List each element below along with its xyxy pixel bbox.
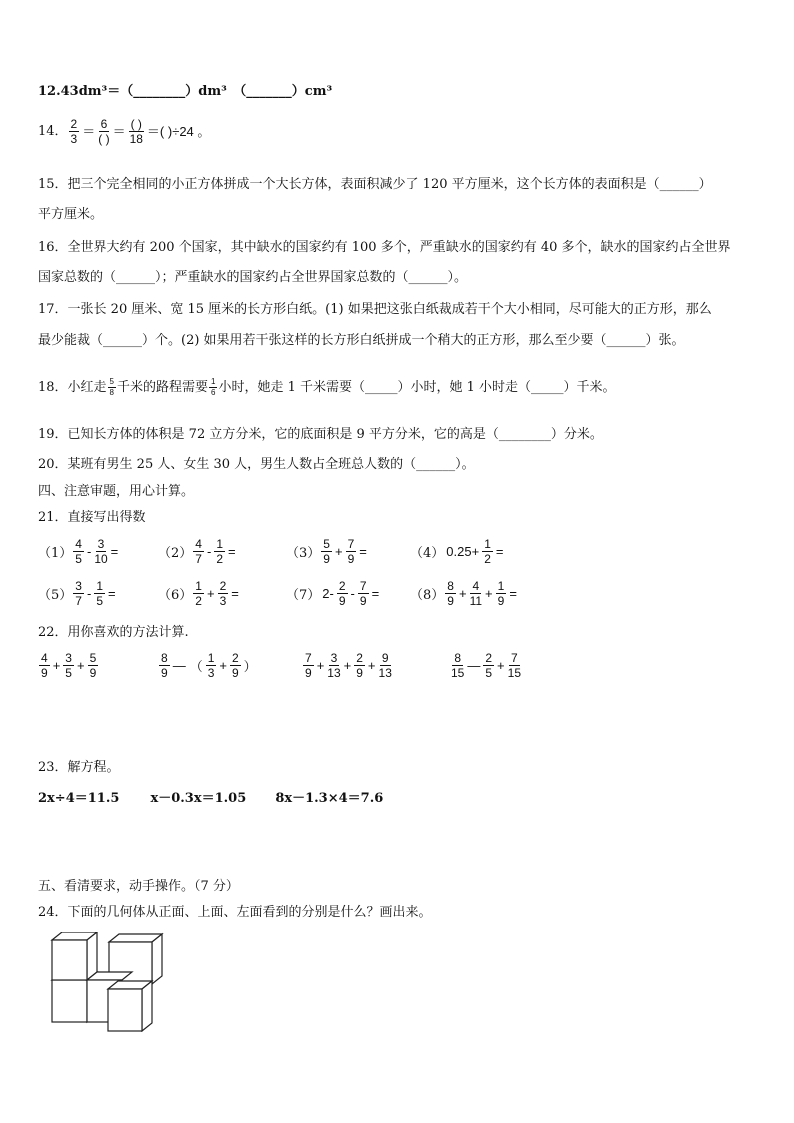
q21-item xyxy=(286,580,381,607)
q22-expression-3: $\frac{7}{9}$ + $\frac{3}{13}$ + $\frac{2}{9}$ + $\frac{9}{13}$ xyxy=(305,651,392,680)
q21-item xyxy=(410,538,505,565)
operator: - xyxy=(86,586,92,601)
fraction: $\frac{4}{7}$ xyxy=(195,537,202,566)
q22-expression-4: $\frac{8}{15}$ — $\frac{2}{5}$ + $\frac{7}{15}$ xyxy=(451,651,521,680)
fraction: $\frac{5}{9}$ xyxy=(323,537,330,566)
q22-expression-1: $\frac{4}{9}$ + $\frac{3}{5}$ + $\frac{5}{9}$ xyxy=(41,651,97,680)
question-17-line2: 最少能裁（______）个。(2) 如果用若干张这样的长方形白纸拼成一个稍大的正方形，那么至少要（______）张。 xyxy=(38,333,685,348)
question-18: 18．小红走 $\frac{5}{8}$ 千米的路程需要 $\frac{1}{6}$ 小时，她走 1 千米需要（_____）小时，她 1 小时走（_____）千米。 xyxy=(38,377,616,397)
question-15-line2: 平方厘米。 xyxy=(38,207,104,222)
fraction: $\frac{1}{9}$ xyxy=(497,579,505,608)
fraction: $\frac{2}{3}$ xyxy=(70,117,78,146)
prefix: 2- xyxy=(322,586,334,601)
q21-item xyxy=(38,538,120,565)
question-16-line1: 16．全世界大约有 200 个国家，其中缺水的国家约有 100 多个，严重缺水的国家约有 40 多个，缺水的国家约占全世界 xyxy=(38,240,731,255)
operator: + xyxy=(334,544,343,559)
item-label: （4） xyxy=(410,546,445,561)
equation-2: x－0.3x＝1.05 xyxy=(150,791,247,806)
fraction: $\frac{2}{3}$ xyxy=(219,579,227,608)
equals: = xyxy=(359,544,367,559)
item-label: （2） xyxy=(158,546,193,561)
q21-item xyxy=(286,538,369,565)
equals: = xyxy=(228,544,236,559)
item-label: （7） xyxy=(286,588,321,603)
prefix: 0.25+ xyxy=(446,544,480,559)
fraction: $\frac{1}{2}$ xyxy=(195,579,202,608)
operator: + xyxy=(485,586,493,601)
fraction: $\frac{1}{2}$ xyxy=(216,537,223,566)
q21-item xyxy=(158,580,241,607)
question-13: 12.43dm³＝（________）dm³ （_______）cm³ xyxy=(38,84,333,99)
q21-item xyxy=(158,538,238,565)
fraction: $\frac{1}{5}$ xyxy=(96,579,103,608)
item-label: （8） xyxy=(410,588,445,603)
q21-item xyxy=(410,580,519,607)
equals: = xyxy=(108,586,116,601)
question-23-title: 23．解方程。 xyxy=(38,760,120,775)
fraction: $\frac{6}{( )}$ xyxy=(98,117,110,146)
operator: - xyxy=(350,586,355,601)
q21-item xyxy=(38,580,118,607)
question-16-line2: 国家总数的（______）；严重缺水的国家约占全世界国家总数的（______）。 xyxy=(38,270,468,285)
question-17-line1: 17．一张长 20 厘米、宽 15 厘米的长方形白纸。(1) 如果把这张白纸裁成若干个大小相同，尽可能大的正方形，那么 xyxy=(38,302,712,317)
operator: - xyxy=(86,544,92,559)
fraction: $\frac{3}{7}$ xyxy=(75,579,82,608)
item-label: （3） xyxy=(286,546,321,561)
fraction: $\frac{7}{9}$ xyxy=(347,537,355,566)
equation-3: 8x－1.3×4＝7.6 xyxy=(275,791,384,806)
fraction: $\frac{1}{2}$ xyxy=(484,537,491,566)
fraction: $\frac{2}{9}$ xyxy=(338,579,346,608)
operator: - xyxy=(206,544,212,559)
fraction: $\frac{5}{8}$ xyxy=(109,377,114,397)
fraction: $\frac{3}{10}$ xyxy=(94,537,108,566)
operator: + xyxy=(458,586,467,601)
equals: = xyxy=(509,586,517,601)
question-15-line1: 15．把三个完全相同的小正方体拼成一个大长方体，表面积减少了 120 平方厘米，这个长方体的表面积是（______） xyxy=(38,177,712,192)
equals: = xyxy=(495,544,504,559)
question-number: 14． xyxy=(38,123,68,139)
q22-expression-2: $\frac{8}{9}$ — （ $\frac{1}{3}$ + $\frac{2}{9}$ ） xyxy=(161,651,257,680)
equation-1: 2x÷4＝11.5 xyxy=(38,791,120,806)
equals: = xyxy=(371,586,380,601)
question-23-equations xyxy=(38,791,383,807)
item-label: （1） xyxy=(38,546,73,561)
fraction: $\frac{7}{9}$ xyxy=(359,579,367,608)
section-4-title: 四、注意审题，用心计算。 xyxy=(38,484,195,499)
question-21-title: 21．直接写出得数 xyxy=(38,510,146,525)
fraction: $\frac{1}{6}$ xyxy=(211,377,216,397)
equals: = xyxy=(110,544,119,559)
equals: = xyxy=(231,586,239,601)
operator: + xyxy=(206,586,215,601)
item-label: （5） xyxy=(38,588,73,603)
question-19: 19．已知长方体的体积是 72 立方分米，它的底面积是 9 平方分米，它的高是（________）分米。 xyxy=(38,427,603,442)
fraction: $\frac{4}{11}$ xyxy=(469,579,483,608)
section-5-title: 五、看清要求，动手操作。（7 分） xyxy=(38,879,239,894)
item-label: （6） xyxy=(158,588,193,603)
question-24-title: 24．下面的几何体从正面、上面、左面看到的分别是什么？画出来。 xyxy=(38,905,432,920)
fraction: $\frac{8}{9}$ xyxy=(447,579,454,608)
question-20: 20．某班有男生 25 人、女生 30 人，男生人数占全班总人数的（______）。 xyxy=(38,457,475,472)
question-14: 14． $\frac{2}{3}$ ＝ $\frac{6}{( )}$ ＝ $\frac{( )}{18}$ ＝( )÷24 。 xyxy=(38,117,211,146)
question-22-title: 22．用你喜欢的方法计算. xyxy=(38,625,189,640)
fraction: $\frac{4}{5}$ xyxy=(75,537,82,566)
fraction: $\frac{( )}{18}$ xyxy=(129,117,143,146)
cube-figure xyxy=(40,932,170,1032)
